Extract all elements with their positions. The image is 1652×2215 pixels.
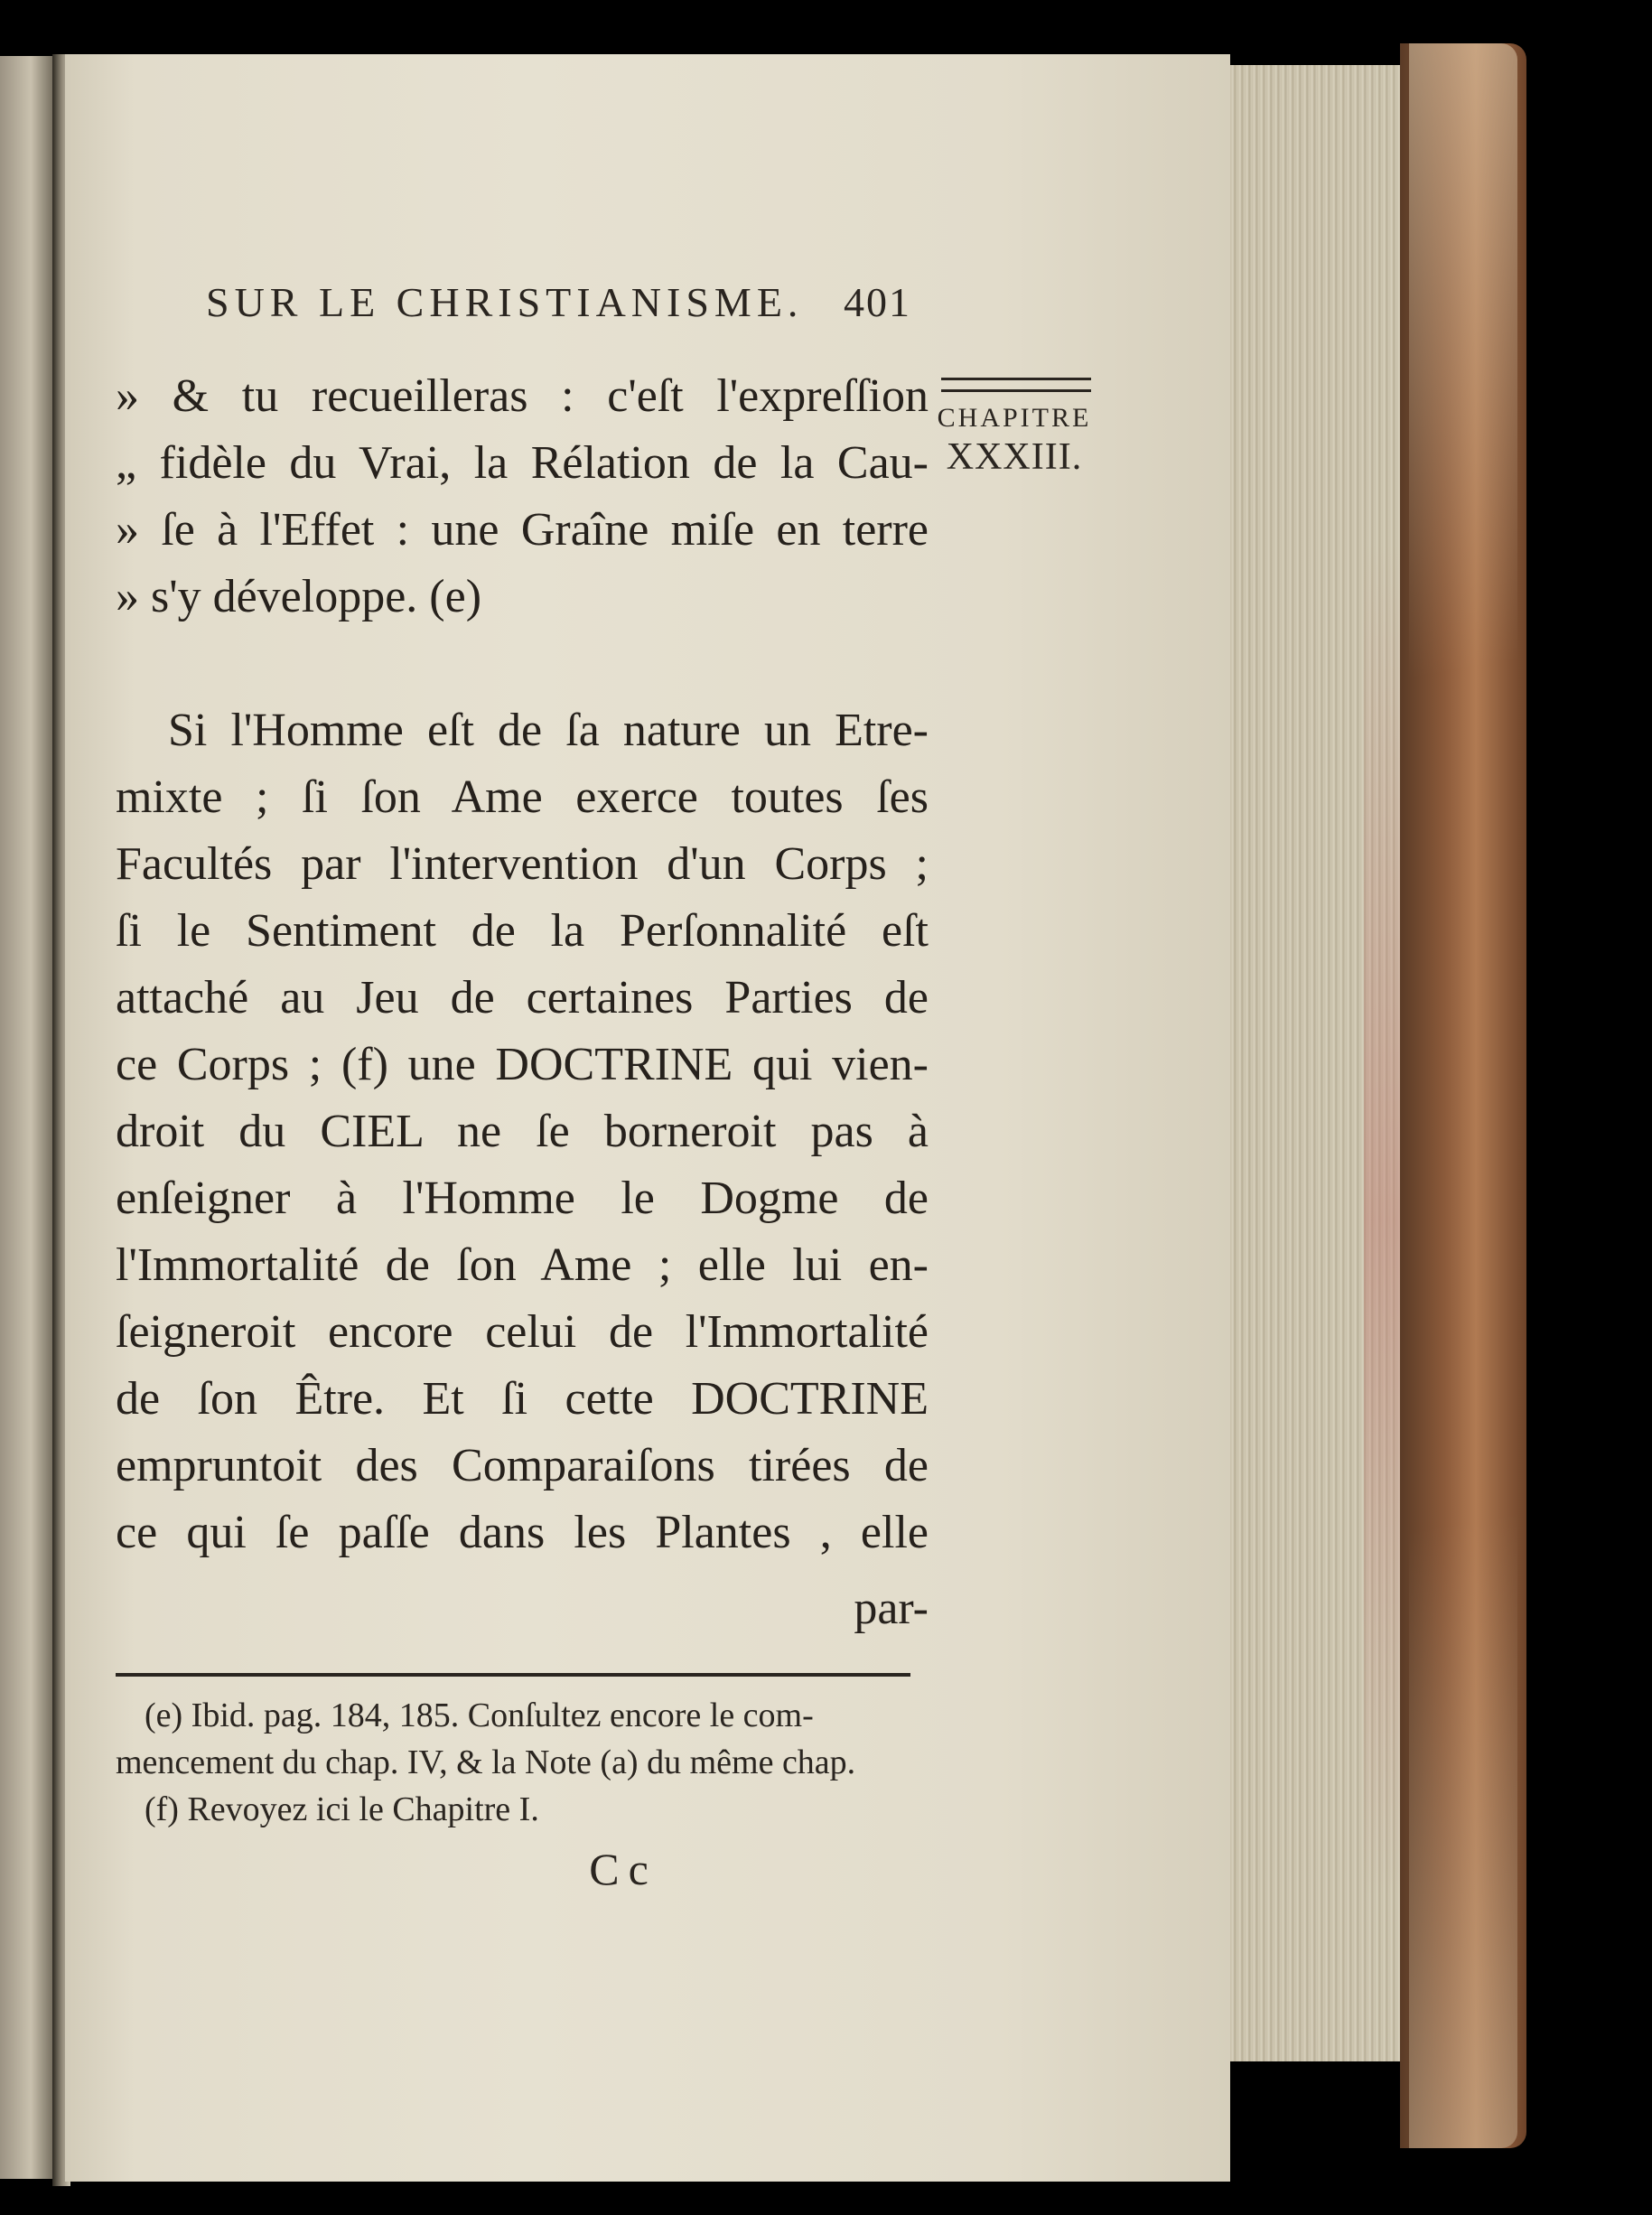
body-line: Si l'Homme eſt de ſa nature un Etre-: [168, 705, 929, 756]
body-line: » ſe à l'Effet : une Graîne miſe en terre: [116, 504, 929, 556]
footnote-line: mencement du chap. IV, & la Note (a) du même chap.: [116, 1743, 856, 1781]
page-number: 401: [844, 279, 911, 325]
body-line: ce Corps ; (f) une DOCTRINE qui vien-: [116, 1039, 929, 1090]
body-line: attaché au Jeu de certaines Parties de: [116, 972, 929, 1023]
footnote-line: (f) Revoyez ici le Chapitre I.: [145, 1790, 539, 1828]
running-head-title: SUR LE CHRISTIANISME.: [206, 279, 804, 325]
margin-chapter-number: XXXIII.: [946, 436, 1083, 478]
catchword: par-: [854, 1583, 929, 1634]
margin-ornament-rule: [941, 378, 1091, 392]
body-line: empruntoit des Comparaiſons tirées de: [116, 1440, 929, 1491]
body-line: „ fidèle du Vrai, la Rélation de la Cau-: [116, 437, 929, 489]
body-line: mixte ; ſi ſon Ame exerce toutes ſes: [116, 771, 929, 823]
body-line: droit du CIEL ne ſe borneroit pas à: [116, 1106, 929, 1157]
body-line: » s'y développe. (e): [116, 571, 482, 622]
running-head: [206, 278, 929, 332]
body-line: de ſon Être. Et ſi cette DOCTRINE: [116, 1373, 929, 1425]
margin-chapter-label: CHAPITRE: [937, 403, 1092, 433]
body-line: enſeigner à l'Homme le Dogme de: [116, 1173, 929, 1224]
footnote-rule: [116, 1673, 910, 1677]
footnote-line: (e) Ibid. pag. 184, 185. Conſultez encore le com-: [145, 1696, 814, 1734]
fore-edge-stain: [1364, 542, 1400, 1897]
body-line: » & tu recueilleras : c'eſt l'expreſſion: [116, 370, 929, 422]
cover-wear: [1409, 43, 1517, 2148]
body-line: ſeigneroit encore celui de l'Immortalité: [116, 1306, 929, 1358]
body-line: ce qui ſe paſſe dans les Plantes , elle: [116, 1507, 929, 1558]
signature-mark: Cc: [589, 1844, 658, 1894]
body-line: l'Immortalité de ſon Ame ; elle lui en-: [116, 1239, 929, 1291]
body-line: Facultés par l'intervention d'un Corps ;: [116, 838, 929, 890]
body-line: ſi le Sentiment de la Perſonnalité eſt: [116, 905, 929, 957]
facing-page-edge: [0, 56, 56, 2179]
